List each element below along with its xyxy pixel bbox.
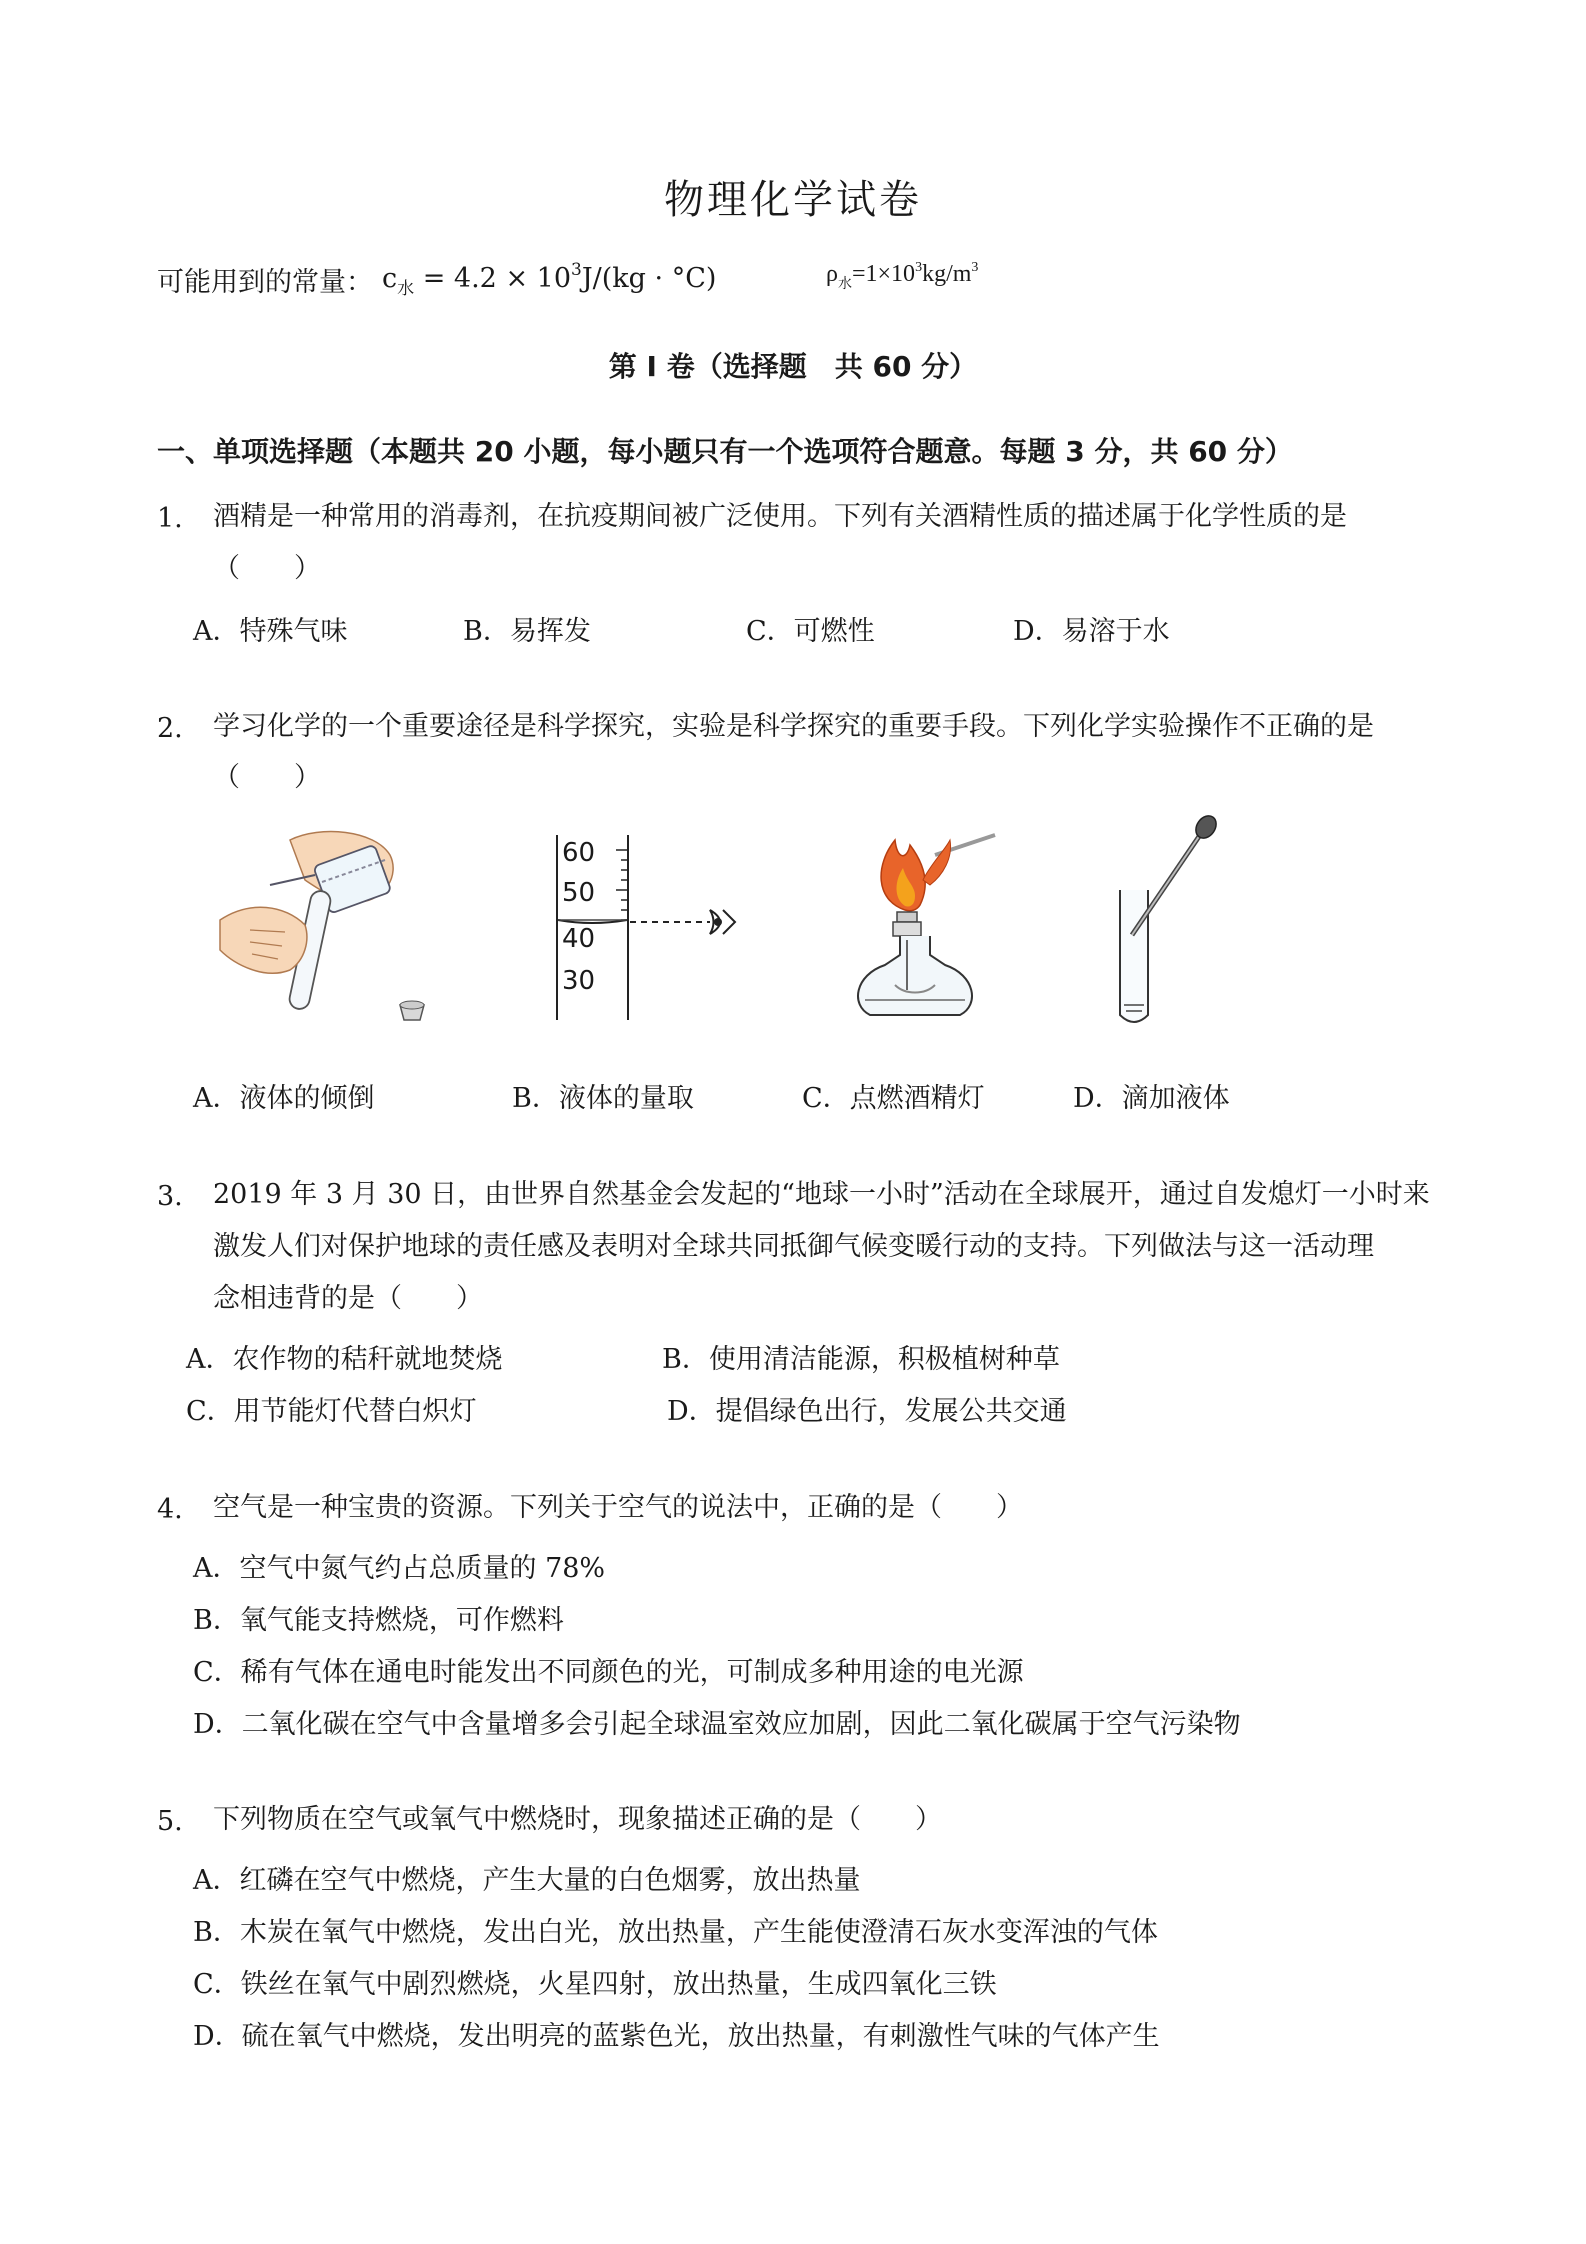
question-stem-line: 空气是一种宝贵的资源。下列关于空气的说法中，正确的是（ ） (213, 1492, 1023, 1523)
dropper-test-tube-illustration (1110, 815, 1220, 1030)
rho-value-a: =1×10 (851, 261, 916, 287)
option-c[interactable]: C．稀有气体在通电时能发出不同颜色的光，可制成多种用途的电光源 (193, 1657, 1024, 1688)
option-c[interactable]: C．铁丝在氧气中剧烈燃烧，火星四射，放出热量，生成四氧化三铁 (193, 1969, 997, 2000)
part-title: 一、单项选择题（本题共 20 小题，每小题只有一个选项符合题意。每题 3 分，共 60 分） (157, 435, 1293, 468)
question-stem-line: 下列物质在空气或氧气中燃烧时，现象描述正确的是（ ） (213, 1804, 942, 1835)
c-value-a: = 4.2 × 10 (422, 263, 572, 294)
c-subscript: 水 (397, 279, 415, 299)
option-d[interactable]: D．滴加液体 (1073, 1083, 1230, 1114)
option-d[interactable]: D．易溶于水 (1013, 616, 1170, 647)
option-c[interactable]: C．用节能灯代替白炽灯 (186, 1396, 477, 1427)
option-c[interactable]: C．点燃酒精灯 (802, 1083, 985, 1114)
option-a[interactable]: A．空气中氮气约占总质量的 78% (193, 1553, 606, 1584)
option-b[interactable]: B．液体的量取 (512, 1083, 694, 1114)
option-b[interactable]: B．使用清洁能源，积极植树种草 (662, 1344, 1060, 1375)
question-stem-line: 2019 年 3 月 30 日，由世界自然基金会发起的“地球一小时”活动在全球展开，通过自发熄灯一小时来 (213, 1179, 1430, 1210)
option-a[interactable]: A．液体的倾倒 (193, 1083, 375, 1114)
question-stem-line: 念相违背的是（ ） (213, 1283, 483, 1314)
rho-value-b: kg/m (922, 261, 972, 287)
alcohol-lamp-illustration (835, 820, 1005, 1030)
rho-exponent-2: 3 (971, 260, 979, 275)
pouring-liquid-illustration (210, 820, 450, 1030)
option-b[interactable]: B．木炭在氧气中燃烧，发出白光，放出热量，产生能使澄清石灰水变浑浊的气体 (193, 1917, 1158, 1948)
cylinder-label-50: 50 (562, 878, 596, 908)
specific-heat-formula (382, 260, 716, 299)
question-stem-line: （ ） (213, 762, 321, 793)
c-value-b: J/(kg · °C) (581, 263, 717, 294)
question-stem-line: 激发人们对保护地球的责任感及表明对全球共同抵御气候变暖行动的支持。下列做法与这一活动理 (213, 1231, 1374, 1262)
water-density-formula (826, 260, 978, 293)
question-stem-line: 酒精是一种常用的消毒剂，在抗疫期间被广泛使用。下列有关酒精性质的描述属于化学性质的是 (213, 501, 1347, 532)
option-d[interactable]: D．二氧化碳在空气中含量增多会引起全球温室效应加剧，因此二氧化碳属于空气污染物 (193, 1709, 1241, 1740)
section-title: 第 I 卷（选择题 共 60 分） (608, 350, 978, 383)
option-a[interactable]: A．特殊气味 (193, 616, 348, 647)
question-number: 4. (157, 1494, 183, 1525)
option-a[interactable]: A．农作物的秸秆就地焚烧 (186, 1344, 503, 1375)
c-exponent: 3 (571, 260, 582, 280)
cylinder-label-30: 30 (562, 966, 596, 996)
cylinder-label-40: 40 (562, 924, 596, 954)
option-c[interactable]: C．可燃性 (746, 616, 875, 647)
question-stem-line: （ ） (213, 553, 321, 584)
question-number: 2. (157, 713, 183, 744)
option-d[interactable]: D．硫在氧气中燃烧，发出明亮的蓝紫色光，放出热量，有刺激性气味的气体产生 (193, 2021, 1160, 2052)
constants-label: 可能用到的常量： (157, 267, 373, 298)
option-b[interactable]: B．易挥发 (463, 616, 591, 647)
c-symbol: c (382, 263, 398, 294)
rho-subscript: 水 (837, 277, 852, 292)
question-number: 1. (157, 503, 183, 534)
question-stem-line: 学习化学的一个重要途径是科学探究，实验是科学探究的重要手段。下列化学实验操作不正确的是 (213, 711, 1374, 742)
rho-exponent: 3 (915, 260, 923, 275)
rho-symbol: ρ (826, 261, 838, 287)
option-a[interactable]: A．红磷在空气中燃烧，产生大量的白色烟雾，放出热量 (193, 1865, 861, 1896)
option-d[interactable]: D．提倡绿色出行，发展公共交通 (667, 1396, 1067, 1427)
question-number: 3. (157, 1181, 183, 1212)
cylinder-label-60: 60 (562, 838, 596, 868)
option-b[interactable]: B．氧气能支持燃烧，可作燃料 (193, 1605, 564, 1636)
question-number: 5. (157, 1806, 183, 1837)
page-title: 物理化学试卷 (664, 177, 922, 223)
